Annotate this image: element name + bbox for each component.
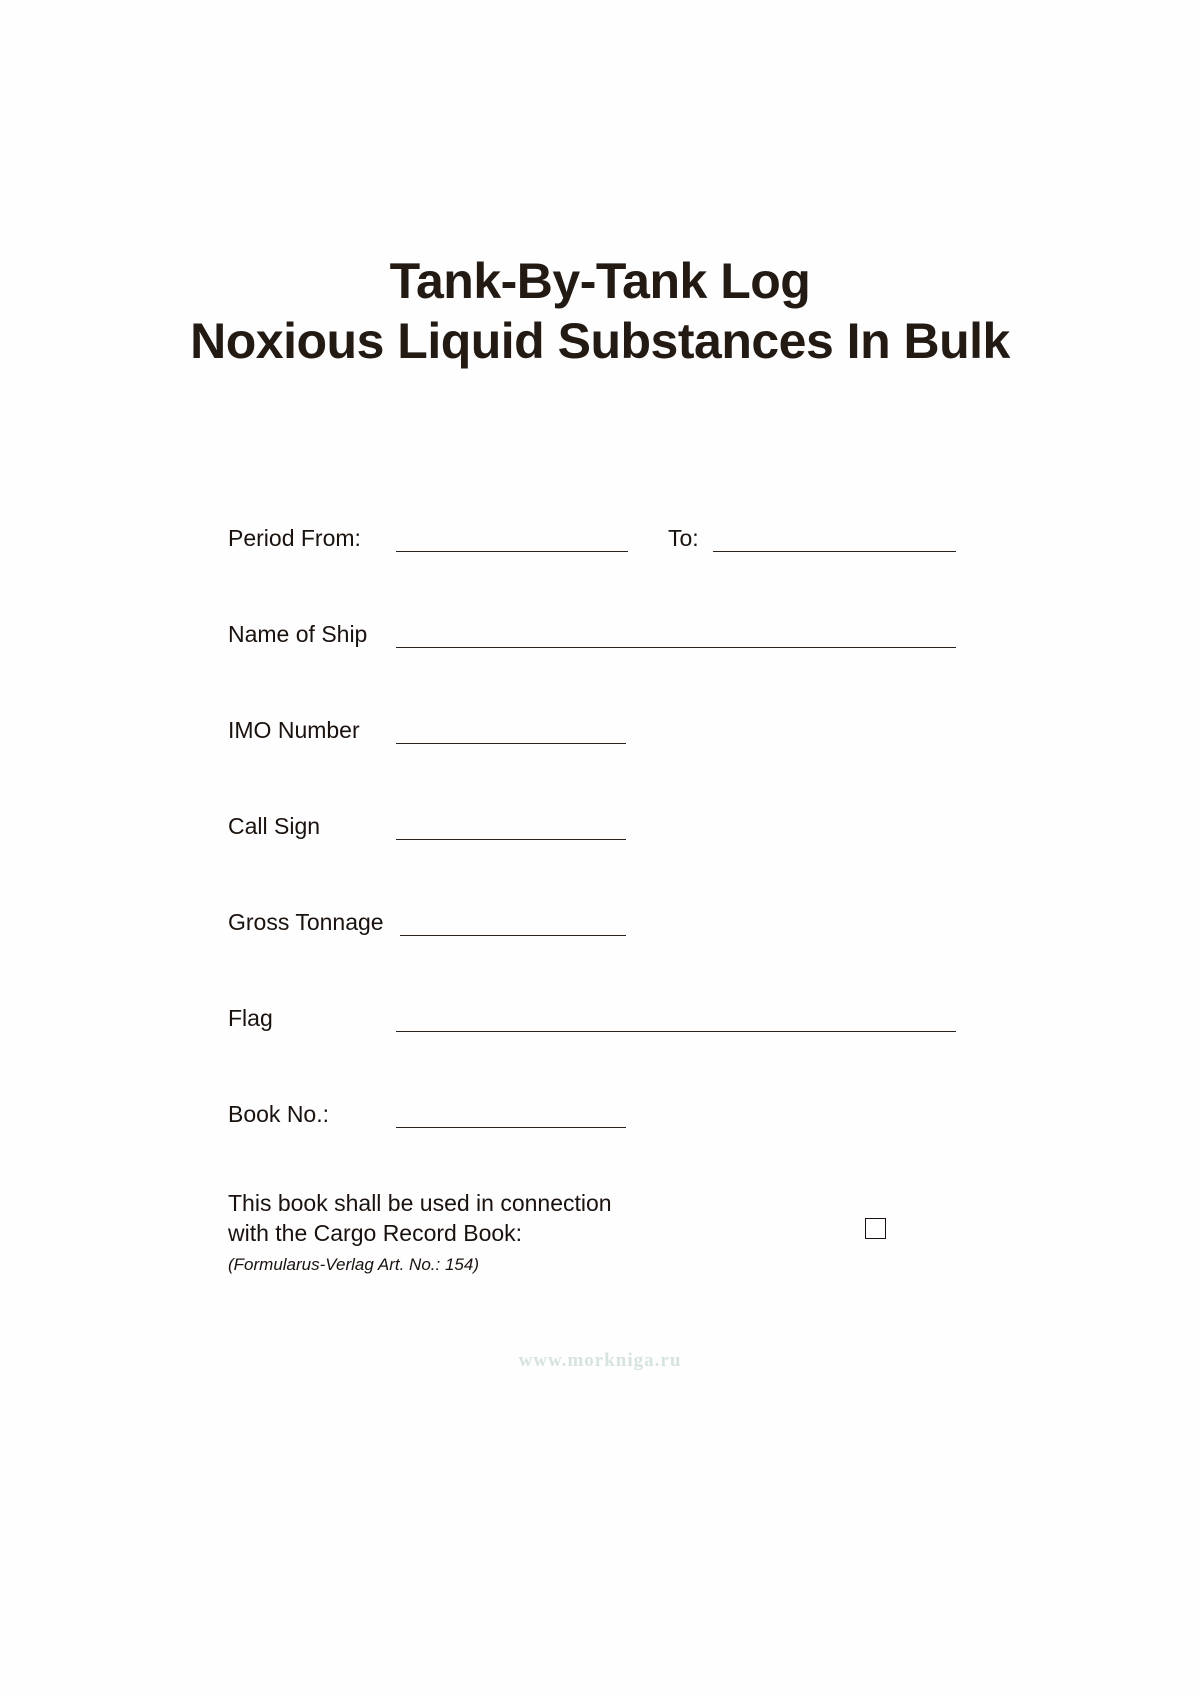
field-label-book-no: Book No.:	[228, 1101, 329, 1127]
document-title	[0, 255, 1200, 375]
cargo-record-book-checkbox[interactable]	[865, 1218, 886, 1239]
field-label-gross-tonnage: Gross Tonnage	[228, 909, 384, 935]
field-input-period-from[interactable]	[396, 551, 628, 552]
field-book-no	[228, 1101, 968, 1197]
field-name-of-ship	[228, 621, 968, 717]
field-label-name-of-ship: Name of Ship	[228, 621, 368, 647]
field-label-period-from: Period From:	[228, 525, 361, 551]
field-imo-number	[228, 717, 968, 813]
field-call-sign	[228, 813, 968, 909]
field-gross-tonnage	[228, 909, 968, 1005]
field-period	[228, 525, 968, 621]
cargo-record-book-note	[228, 1188, 968, 1275]
field-input-call-sign[interactable]	[396, 839, 626, 840]
note-subtext: (Formularus-Verlag Art. No.: 154)	[228, 1254, 479, 1274]
title-line-1: Tank-By-Tank Log	[389, 253, 811, 309]
field-label-imo-number: IMO Number	[228, 717, 360, 743]
field-label-call-sign: Call Sign	[228, 813, 321, 839]
field-label-period-to: To:	[668, 525, 699, 551]
field-label-flag: Flag	[228, 1005, 273, 1031]
field-flag	[228, 1005, 968, 1101]
field-input-name-of-ship[interactable]	[396, 647, 956, 648]
title-line-2: Noxious Liquid Substances In Bulk	[190, 312, 1010, 369]
watermark: www.morkniga.ru	[518, 1350, 682, 1371]
note-text: This book shall be used in connection with the Cargo Record Book:	[228, 1190, 612, 1247]
ship-details-form	[228, 525, 968, 1197]
field-input-book-no[interactable]	[396, 1127, 626, 1128]
field-input-period-to[interactable]	[713, 551, 956, 552]
field-input-flag[interactable]	[396, 1031, 956, 1032]
field-input-gross-tonnage[interactable]	[400, 935, 626, 936]
field-input-imo-number[interactable]	[396, 743, 626, 744]
